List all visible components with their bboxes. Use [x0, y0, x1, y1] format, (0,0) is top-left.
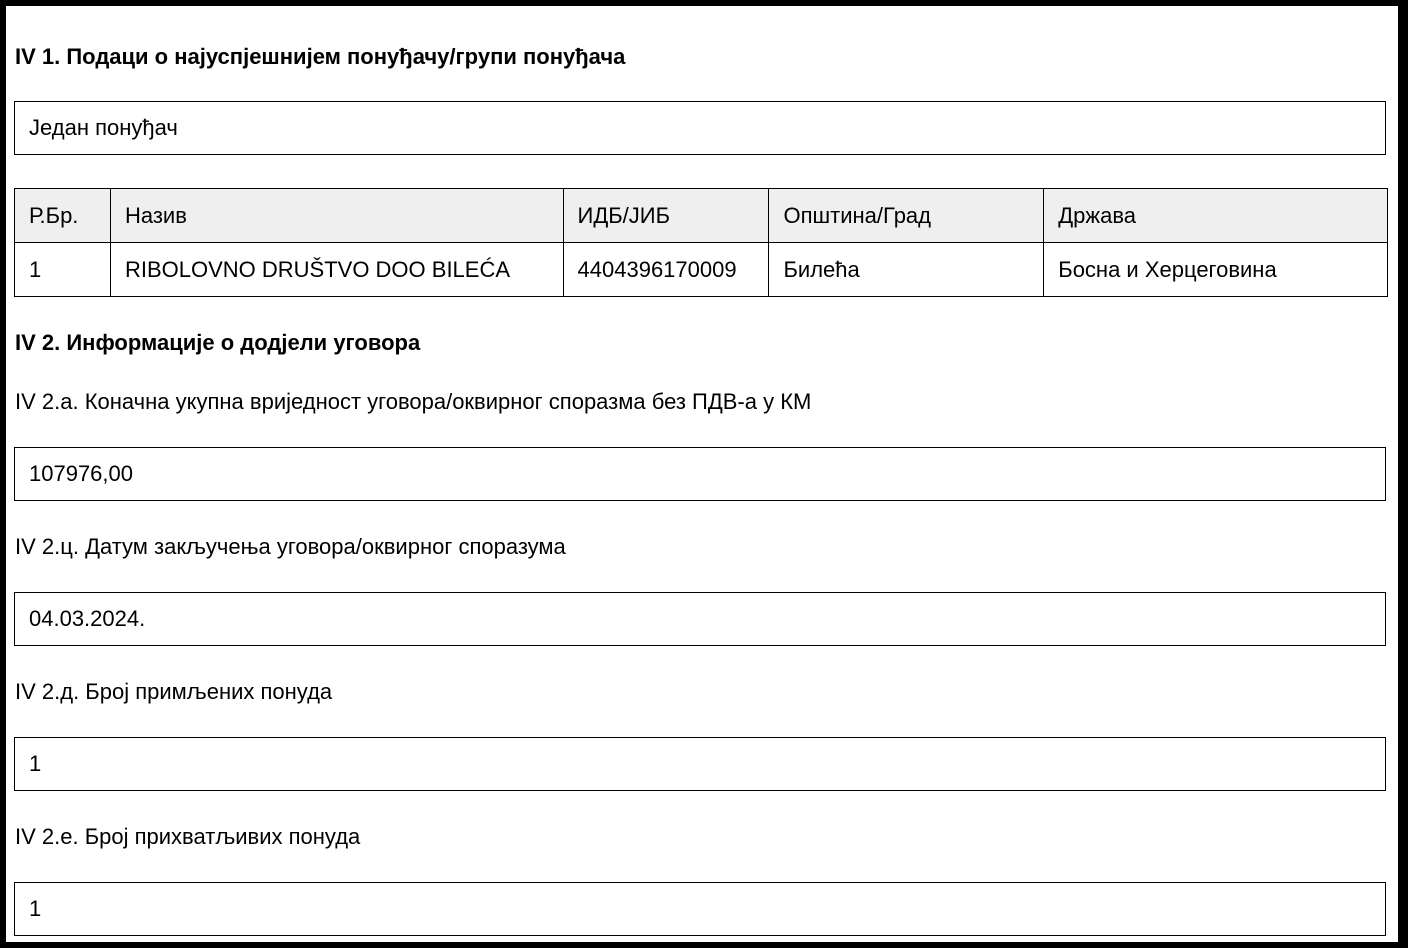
column-header-country: Држава	[1044, 189, 1388, 243]
document-page	[6, 6, 1398, 942]
cell-id: 4404396170009	[563, 243, 769, 297]
section-iv1-heading: IV 1. Подаци о најуспјешнијем понуђачу/групи понуђача	[15, 44, 626, 69]
column-header-name: Назив	[110, 189, 563, 243]
column-header-id: ИДБ/ЈИБ	[563, 189, 769, 243]
table-header-row	[15, 189, 1388, 243]
contract-date-label: IV 2.ц. Датум закључења уговора/оквирног споразума	[15, 534, 566, 559]
contract-value-label: IV 2.а. Коначна укупна вриједност уговора/оквирног споразма без ПДВ-а у КМ	[15, 389, 812, 414]
cell-municipality: Билећа	[769, 243, 1044, 297]
cell-name: RIBOLOVNO DRUŠTVO DOO BILEĆA	[110, 243, 563, 297]
cell-number: 1	[15, 243, 111, 297]
bidder-type-field: Један понуђач	[14, 101, 1386, 155]
table-row	[15, 243, 1388, 297]
contract-date-field: 04.03.2024.	[14, 592, 1386, 646]
contract-value-field: 107976,00	[14, 447, 1386, 501]
received-offers-label: IV 2.д. Број примљених понуда	[15, 679, 333, 704]
section-iv2-heading: IV 2. Информације о додјели уговора	[15, 330, 421, 355]
acceptable-offers-label: IV 2.е. Број прихватљивих понуда	[15, 824, 361, 849]
received-offers-field: 1	[14, 737, 1386, 791]
acceptable-offers-field: 1	[14, 882, 1386, 936]
column-header-municipality: Општина/Град	[769, 189, 1044, 243]
bidder-table	[14, 188, 1388, 297]
cell-country: Босна и Херцеговина	[1044, 243, 1388, 297]
column-header-number: Р.Бр.	[15, 189, 111, 243]
